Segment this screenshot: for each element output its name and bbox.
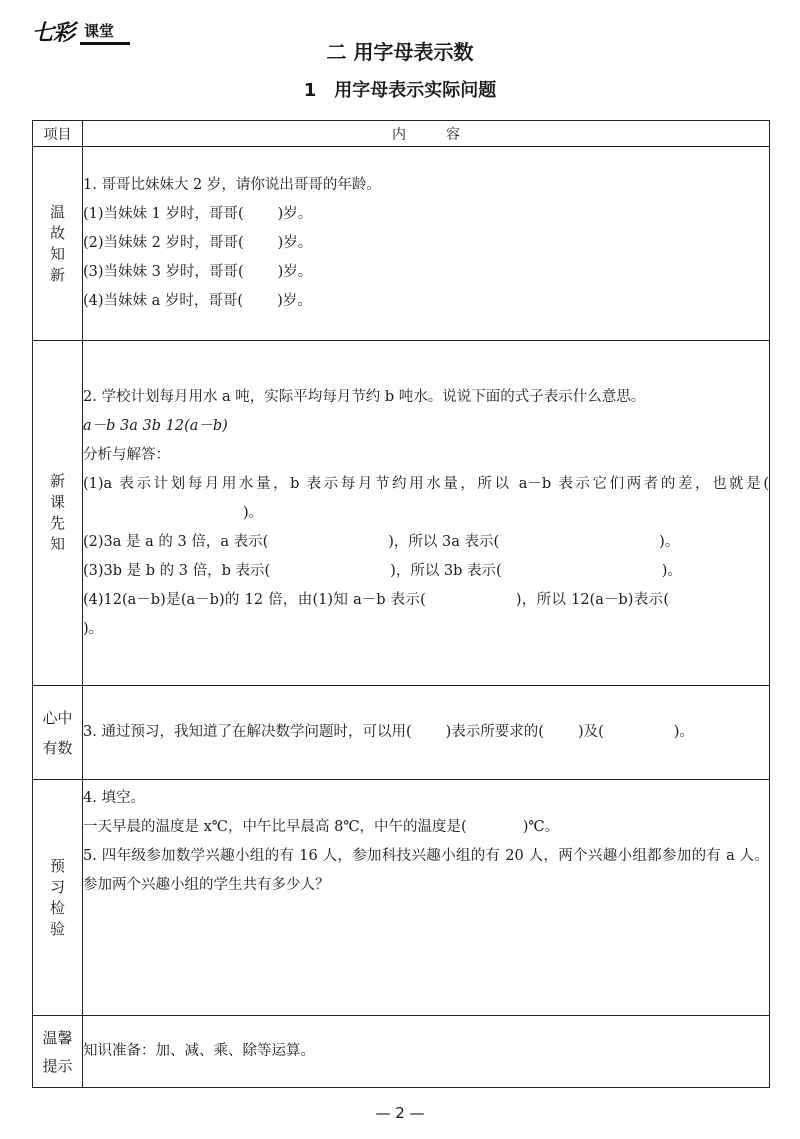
section-content-review: [83, 147, 770, 341]
unit-title: 二 用字母表示数: [326, 40, 474, 64]
section-mind: [33, 686, 770, 780]
section-content-new-lesson: [83, 341, 770, 686]
analysis-heading: 分析与解答：: [83, 446, 170, 463]
section-review: [33, 147, 770, 341]
section-content-preview-check: [83, 780, 770, 1016]
lesson-title-text: 用字母表示实际问题: [334, 80, 497, 101]
section-content-mind: [83, 686, 770, 780]
page-number: — 2 —: [375, 1104, 425, 1122]
section-label-preview-check: 预 习 检 验: [33, 780, 83, 1016]
section-tips: [33, 1016, 770, 1088]
answer-3: (3)3b 是 b 的 3 倍，b 表示( )，所以 3b 表示( )。: [83, 562, 682, 579]
worksheet-table: [32, 120, 770, 1088]
question-5: 5. 四年级参加数学兴趣小组的有 16 人，参加科技兴趣小组的有 20 人，两个兴趣小组都参加的有 a 人。参加两个兴趣小组的学生共有多少人？: [83, 848, 769, 893]
lesson-title: [0, 76, 800, 102]
answer-4: (4)12(a－b)是(a－b)的 12 倍，由(1)知 a－b 表示( )，所以 12(a－b)表示()。: [83, 591, 669, 637]
section-label-tips: 温馨 提示: [33, 1016, 83, 1088]
q1-item-3: (3)当妹妹 3 岁时，哥哥( )岁。: [83, 264, 313, 280]
section-label-review: 温 故 知 新: [33, 147, 83, 341]
logo-brand: 七彩: [32, 21, 75, 46]
answer-2: (2)3a 是 a 的 3 倍，a 表示( )，所以 3a 表示( )。: [83, 533, 680, 550]
section-content-tips: [83, 1016, 770, 1088]
question-3: 3. 通过预习，我知道了在解决数学问题时，可以用( )表示所要求的( )及( )。: [83, 724, 694, 740]
section-new-lesson: [33, 341, 770, 686]
section-label-new-lesson: 新 课 先 知: [33, 341, 83, 686]
question-2: 2. 学校计划每月用水 a 吨，实际平均每月节约 b 吨水。说说下面的式子表示什么意思。: [83, 388, 646, 405]
q1-item-4: (4)当妹妹 a 岁时，哥哥( )岁。: [83, 293, 312, 309]
question-4: 4. 填空。: [83, 790, 145, 806]
lesson-number: 1: [303, 80, 317, 101]
q1-item-1: (1)当妹妹 1 岁时，哥哥( )岁。: [83, 206, 313, 222]
question-1: 1. 哥哥比妹妹大 2 岁，请你说出哥哥的年龄。: [83, 177, 381, 193]
header-item: 项目: [33, 121, 83, 147]
expressions: a－b 3a 3b 12(a－b): [83, 417, 228, 434]
header-content: 内容: [83, 121, 770, 147]
table-header-row: [33, 121, 770, 147]
section-preview-check: [33, 780, 770, 1016]
logo-sub: 课堂: [84, 22, 115, 40]
q1-item-2: (2)当妹妹 2 岁时，哥哥( )岁。: [83, 235, 313, 251]
question-4-line: 一天早晨的温度是 x℃，中午比早晨高 8℃，中午的温度是( )℃。: [83, 819, 560, 835]
section-label-mind: 心中 有数: [33, 686, 83, 780]
answer-1: (1)a 表示计划每月用水量，b 表示每月节约用水量，所以 a－b 表示它们两者的差，也就是()。: [83, 475, 769, 521]
tips-text: 知识准备：加、减、乘、除等运算。: [83, 1043, 315, 1059]
